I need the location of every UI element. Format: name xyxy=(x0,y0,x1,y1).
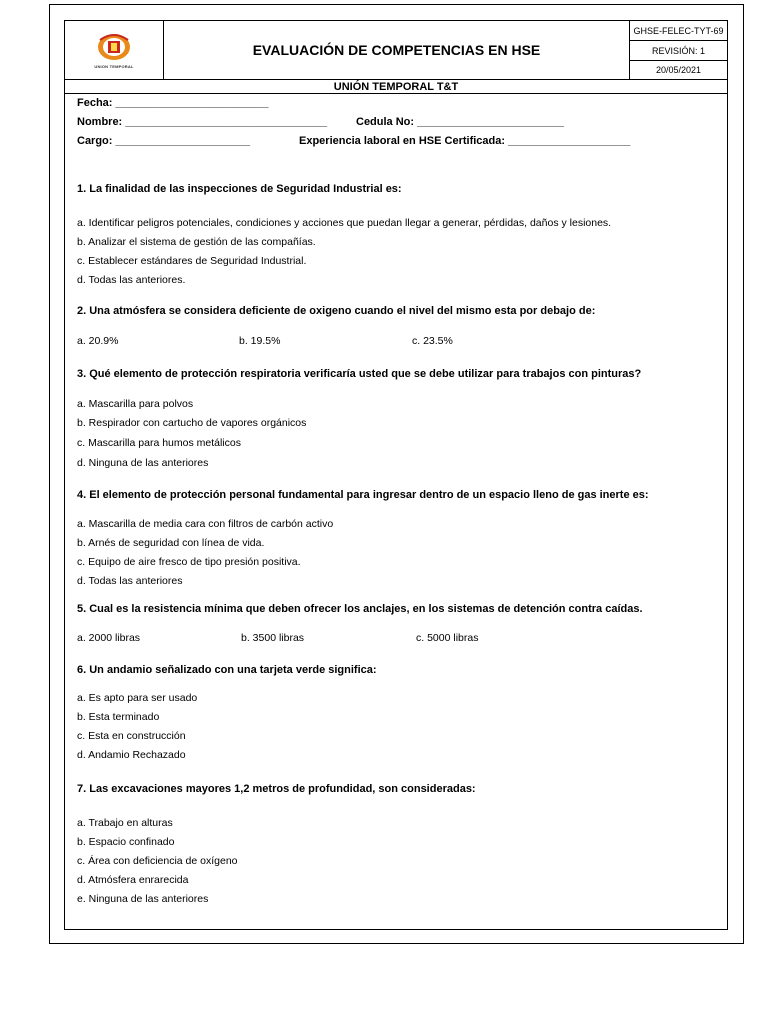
q1-option-a[interactable]: a. Identificar peligros potenciales, condiciones y acciones que puedan llegar a generar, pérdidas, daños y lesiones. xyxy=(77,217,612,229)
q6-option-c[interactable]: c. Esta en construcción xyxy=(77,730,186,742)
q4-option-d[interactable]: d. Todas las anteriores xyxy=(77,575,183,587)
q1-option-b[interactable]: b. Analizar el sistema de gestión de las compañías. xyxy=(77,236,316,248)
q3-option-b[interactable]: b. Respirador con cartucho de vapores orgánicos xyxy=(77,417,307,429)
q5-option-a[interactable]: a. 2000 libras xyxy=(77,632,141,644)
q1-option-c[interactable]: c. Establecer estándares de Seguridad Industrial. xyxy=(77,255,307,267)
experiencia-field[interactable]: Experiencia laboral en HSE Certificada: ____________________ xyxy=(299,135,631,147)
nombre-field[interactable]: Nombre: _________________________________ xyxy=(77,116,328,128)
cedula-field[interactable]: Cedula No: ________________________ xyxy=(356,116,564,128)
q2-option-b[interactable]: b. 19.5% xyxy=(239,335,281,347)
question-2: 2. Una atmósfera se considera deficiente de oxigeno cuando el nivel del mismo esta por debajo de: xyxy=(77,305,596,317)
company-logo-icon xyxy=(96,32,132,62)
q7-option-d[interactable]: d. Atmósfera enrarecida xyxy=(77,874,189,886)
fecha-field[interactable]: Fecha: _________________________ xyxy=(77,97,269,109)
q7-option-a[interactable]: a. Trabajo en alturas xyxy=(77,817,173,829)
question-1: 1. La finalidad de las inspecciones de Seguridad Industrial es: xyxy=(77,183,402,195)
q4-option-a[interactable]: a. Mascarilla de media cara con filtros de carbón activo xyxy=(77,518,334,530)
q5-option-b[interactable]: b. 3500 libras xyxy=(241,632,305,644)
q4-option-b[interactable]: b. Arnés de seguridad con línea de vida. xyxy=(77,537,265,549)
q6-option-b[interactable]: b. Esta terminado xyxy=(77,711,160,723)
form-document xyxy=(64,20,728,930)
question-7: 7. Las excavaciones mayores 1,2 metros de profundidad, son consideradas: xyxy=(77,783,476,795)
document-date: 20/05/2021 xyxy=(630,61,727,80)
q2-option-a[interactable]: a. 20.9% xyxy=(77,335,119,347)
document-revision: REVISIÓN: 1 xyxy=(630,41,727,61)
q3-option-a[interactable]: a. Mascarilla para polvos xyxy=(77,398,194,410)
q6-option-a[interactable]: a. Es apto para ser usado xyxy=(77,692,198,704)
q1-option-d[interactable]: d. Todas las anteriores. xyxy=(77,274,186,286)
document-subtitle: UNIÓN TEMPORAL T&T xyxy=(65,80,727,94)
q2-option-c[interactable]: c. 23.5% xyxy=(412,335,453,347)
question-5: 5. Cual es la resistencia mínima que deben ofrecer los anclajes, en los sistemas de detención contra caídas. xyxy=(77,603,643,615)
q7-option-e[interactable]: e. Ninguna de las anteriores xyxy=(77,893,209,905)
question-4: 4. El elemento de protección personal fundamental para ingresar dentro de un espacio lleno de gas inerte es: xyxy=(77,489,649,501)
q7-option-b[interactable]: b. Espacio confinado xyxy=(77,836,175,848)
document-code: GHSE-FELEC-TYT-69 xyxy=(630,21,727,41)
q3-option-d[interactable]: d. Ninguna de las anteriores xyxy=(77,457,209,469)
cargo-field[interactable]: Cargo: ______________________ xyxy=(77,135,251,147)
q4-option-c[interactable]: c. Equipo de aire fresco de tipo presión positiva. xyxy=(77,556,301,568)
q6-option-d[interactable]: d. Andamio Rechazado xyxy=(77,749,186,761)
logo-caption: UNION TEMPORAL xyxy=(94,63,134,69)
q3-option-c[interactable]: c. Mascarilla para humos metálicos xyxy=(77,437,241,449)
q7-option-c[interactable]: c. Área con deficiencia de oxígeno xyxy=(77,855,238,867)
document-title: EVALUACIÓN DE COMPETENCIAS EN HSE xyxy=(164,21,630,80)
question-6: 6. Un andamio señalizado con una tarjeta verde significa: xyxy=(77,664,377,676)
question-3: 3. Qué elemento de protección respiratoria verificaría usted que se debe utilizar para trabajos con pinturas? xyxy=(77,368,642,380)
logo-cell xyxy=(65,21,164,80)
q5-option-c[interactable]: c. 5000 libras xyxy=(416,632,479,644)
